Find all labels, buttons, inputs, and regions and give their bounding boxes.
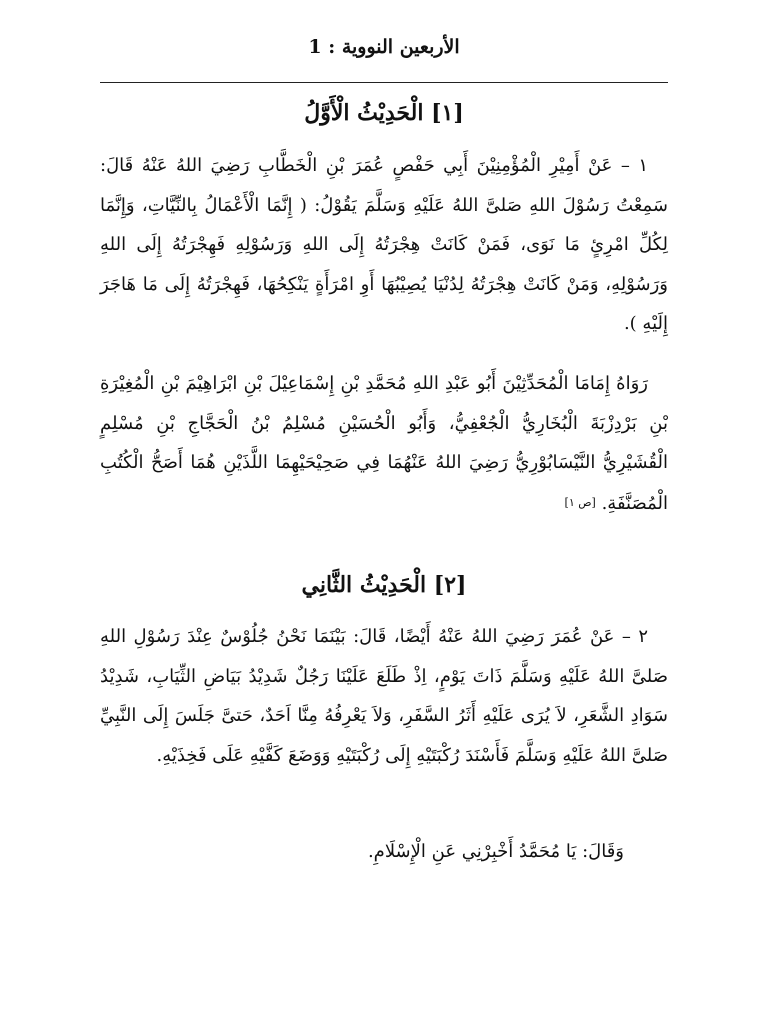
hadith-2-continuation-block	[100, 832, 668, 872]
hadith-1-narration-text: رَوَاهُ إِمَامَا الْمُحَدِّثِيْنَ أَبُو عَبْدِ اللهِ مُحَمَّدِ بْنِ إِسْمَاعِيْلَ بْنِ ابْرَاهِيْمَ بْنِ الْمُغِيْرَةِ بْنِ بَرْدِزْبَةَ الْبُخَارِيُّ الْجُعْفِيُّ، وَأَبُو الْحُسَيْنِ مُسْلِمُ بْنُ الْحَجَّاجِ بْنِ مُسْلِمٍ الْقُشَيْرِيُّ النَّيْسَابُوْرِيُّ رَضِيَ اللهُ عَنْهُمَا فِي صَحِيْحَيْهِمَا اللَّذَيْنِ هُمَا أَصَحُّ الْكُتُبِ الْمُصَنَّفَةِ.	[100, 373, 668, 514]
hadith-2-continuation: وَقَالَ: يَا مُحَمَّدُ أَخْبِرْنِي عَنِ الْإِسْلَامِ.	[367, 841, 624, 862]
hadith-1-text: ١ – عَنْ أَمِيْرِ الْمُؤْمِنِيْنَ أَبِي حَفْصٍ عُمَرَ بْنِ الْخَطَّابِ رَضِيَ اللهُ عَنْهُ قَالَ: سَمِعْتُ رَسُوْلَ اللهِ صَلىَّ اللهُ عَلَيْهِ وَسَلَّمَ يَقُوْلُ: ( إِنَّمَا الْأَعْمَالُ بِالنِّيَّاتِ، وَإِنَّمَا لِكُلِّ امْرِئٍ مَا نَوَى، فَمَنْ كَانَتْ هِجْرَتُهُ إِلَى اللهِ وَرَسُوْلِهِ فَهِجْرَتُهُ إِلَى اللهِ وَرَسُوْلِهِ، وَمَنْ كَانَتْ هِجْرَتُهُ لِدُنْيَا يُصِيْبُهَا أَوِ امْرَأَةٍ يَنْكِحُهَا، فَهِجْرَتُهُ إِلَى مَا هَاجَرَ إِلَيْهِ ).	[100, 155, 668, 335]
hadith-2-text: ٢ – عَنْ عُمَرَ رَضِيَ اللهُ عَنْهُ أَيْضًا، قَالَ: بَيْنَمَا نَحْنُ جُلُوْسٌ عِنْدَ رَسُوْلِ اللهِ صَلىَّ اللهُ عَلَيْهِ وَسَلَّمَ ذَاتَ يَوْمٍ، اِذْ طَلَعَ عَلَيْنَا رَجُلٌ شَدِيْدُ بَيَاضِ الثِّيَابِ، شَدِيْدُ سَوَادِ الشَّعَرِ، لاَ يُرَى عَلَيْهِ أَثَرُ السَّفَرِ، وَلاَ يَعْرِفُهُ مِنَّا اَحَدٌ، حَتىَّ جَلَسَ إِلَى النَّبِيِّ صَلىَّ اللهُ عَلَيْهِ وَسَلَّمَ فَأَسْنَدَ رُكْبَتَيْهِ إِلَى رُكْبَتَيْهِ وَوَضَعَ كَفَّيْهِ عَلَى فَخِذَيْهِ.	[100, 626, 668, 766]
running-header: الأربعين النووية : 1	[308, 36, 460, 58]
hadith-1-title: [١] الْحَدِيْثُ الْأَوَّلُ	[304, 100, 464, 126]
header-divider	[100, 82, 668, 83]
hadith-1-narration-block	[100, 364, 668, 523]
hadith-1-narration	[100, 364, 668, 523]
page-reference: [ص ١]	[564, 495, 596, 509]
hadith-1-text-block	[100, 146, 668, 344]
hadith-2-text-block	[100, 617, 668, 775]
hadith-2-title: [٢] الْحَدِيْثُ الثَّانِي	[301, 572, 467, 598]
